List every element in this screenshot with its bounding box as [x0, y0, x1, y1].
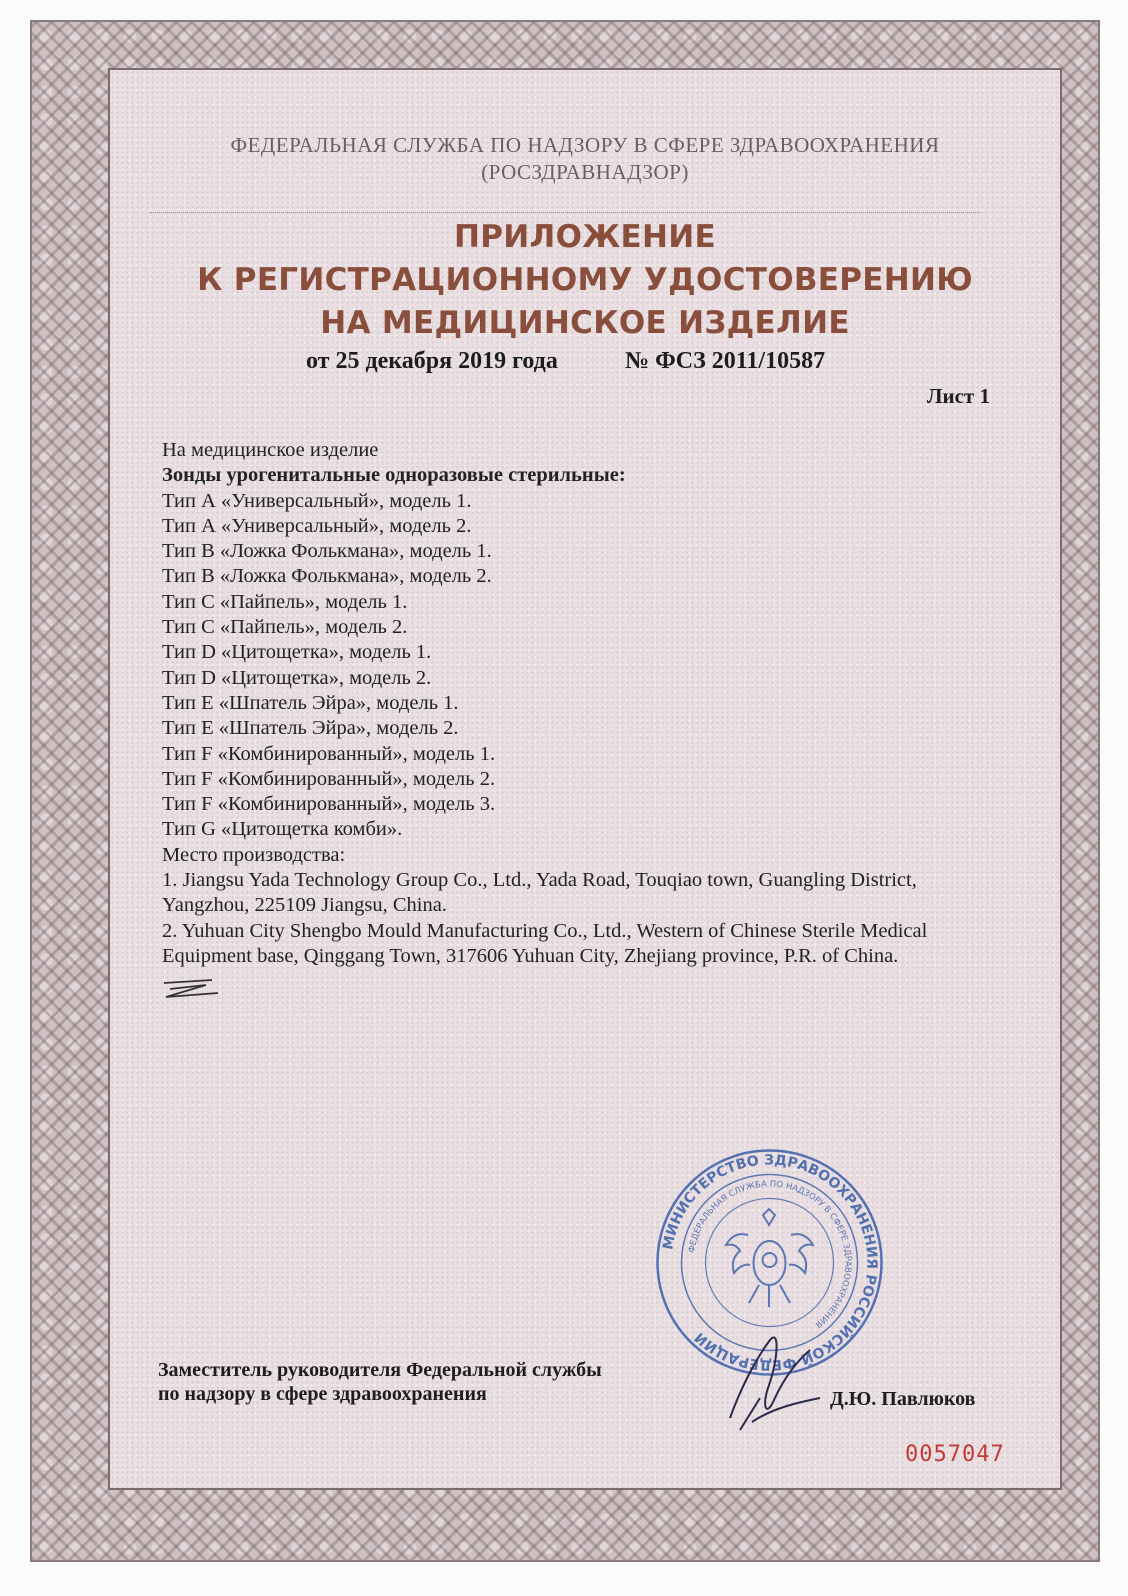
serial-number: 0057047: [905, 1442, 1005, 1467]
model-item: Тип А «Универсальный», модель 2.: [162, 514, 472, 537]
sheet-number: Лист 1: [926, 384, 990, 408]
document-title: [108, 216, 1062, 345]
model-item: Тип С «Пайпель», модель 1.: [162, 590, 408, 613]
handwritten-signature: [700, 1300, 840, 1440]
model-item: Тип F «Комбинированный», модель 2.: [162, 767, 496, 790]
title-line-2: К РЕГИСТРАЦИОННОМУ УДОСТОВЕРЕНИЮ: [197, 262, 973, 298]
double-headed-eagle-icon: [726, 1209, 813, 1307]
title-line-3: НА МЕДИЦИНСКОЕ ИЗДЕЛИЕ: [320, 305, 850, 341]
model-item: Тип F «Комбинированный», модель 3.: [162, 793, 496, 816]
model-item: Тип Е «Шпатель Эйра», модель 2.: [162, 717, 459, 740]
model-item: Тип F «Комбинированный», модель 1.: [162, 742, 496, 765]
signer-position: [158, 1358, 602, 1406]
seal-ring-text: МИНИСТЕРСТВО ЗДРАВООХРАНЕНИЯ РОССИЙСКОЙ ФЕДЕРАЦИИ: [660, 1152, 880, 1373]
agency-abbreviation: (РОСЗДРАВНАДЗОР): [481, 160, 689, 184]
registration-number: № ФСЗ 2011/10587: [625, 348, 826, 374]
signer-name: Д.Ю. Павлюков: [830, 1388, 976, 1410]
seal-inner-text: ФЕДЕРАЛЬНАЯ СЛУЖБА ПО НАДЗОРУ В СФЕРЕ ЗДРАВООХРАНЕНИЯ: [687, 1179, 853, 1330]
production-site: 2. Yuhuan City Shengbo Mould Manufacturing Co., Ltd., Western of Chinese Sterile Medical Equipment base, Qinggang Town, 317606 Yuhuan City, Zhejiang province, P.R. of China.: [162, 919, 928, 967]
registration-date: от 25 декабря 2019 года: [306, 348, 558, 374]
title-line-1: ПРИЛОЖЕНИЕ: [454, 219, 716, 255]
agency-header: [108, 132, 1062, 186]
model-item: Тип G «Цитощетка комби».: [162, 818, 403, 841]
model-item: Тип D «Цитощетка», модель 2.: [162, 666, 432, 689]
model-item: Тип Е «Шпатель Эйра», модель 1.: [162, 691, 459, 714]
product-name: Зонды урогенитальные одноразовые стерильные:: [162, 464, 626, 487]
production-label: Место производства:: [162, 843, 346, 866]
agency-name: ФЕДЕРАЛЬНАЯ СЛУЖБА ПО НАДЗОРУ В СФЕРЕ ЗДРАВООХРАНЕНИЯ: [230, 133, 940, 157]
initials-mark: [160, 975, 230, 1005]
signer-position-line-1: Заместитель руководителя Федеральной службы: [158, 1359, 602, 1381]
signer-position-line-2: по надзору в сфере здравоохранения: [158, 1383, 487, 1405]
device-description: [162, 438, 1002, 969]
intro-text: На медицинское изделие: [162, 439, 379, 461]
model-item: Тип В «Ложка Фолькмана», модель 2.: [162, 565, 492, 588]
model-item: Тип С «Пайпель», модель 2.: [162, 616, 408, 639]
production-site: 1. Jiangsu Yada Technology Group Co., Ltd., Yada Road, Touqiao town, Guangling District, Yangzhou, 225109 Jiangsu, China.: [162, 869, 917, 917]
header-divider: [150, 212, 980, 213]
model-item: Тип В «Ложка Фолькмана», модель 1.: [162, 540, 492, 563]
model-item: Тип D «Цитощетка», модель 1.: [162, 641, 432, 664]
model-item: Тип А «Универсальный», модель 1.: [162, 489, 472, 512]
